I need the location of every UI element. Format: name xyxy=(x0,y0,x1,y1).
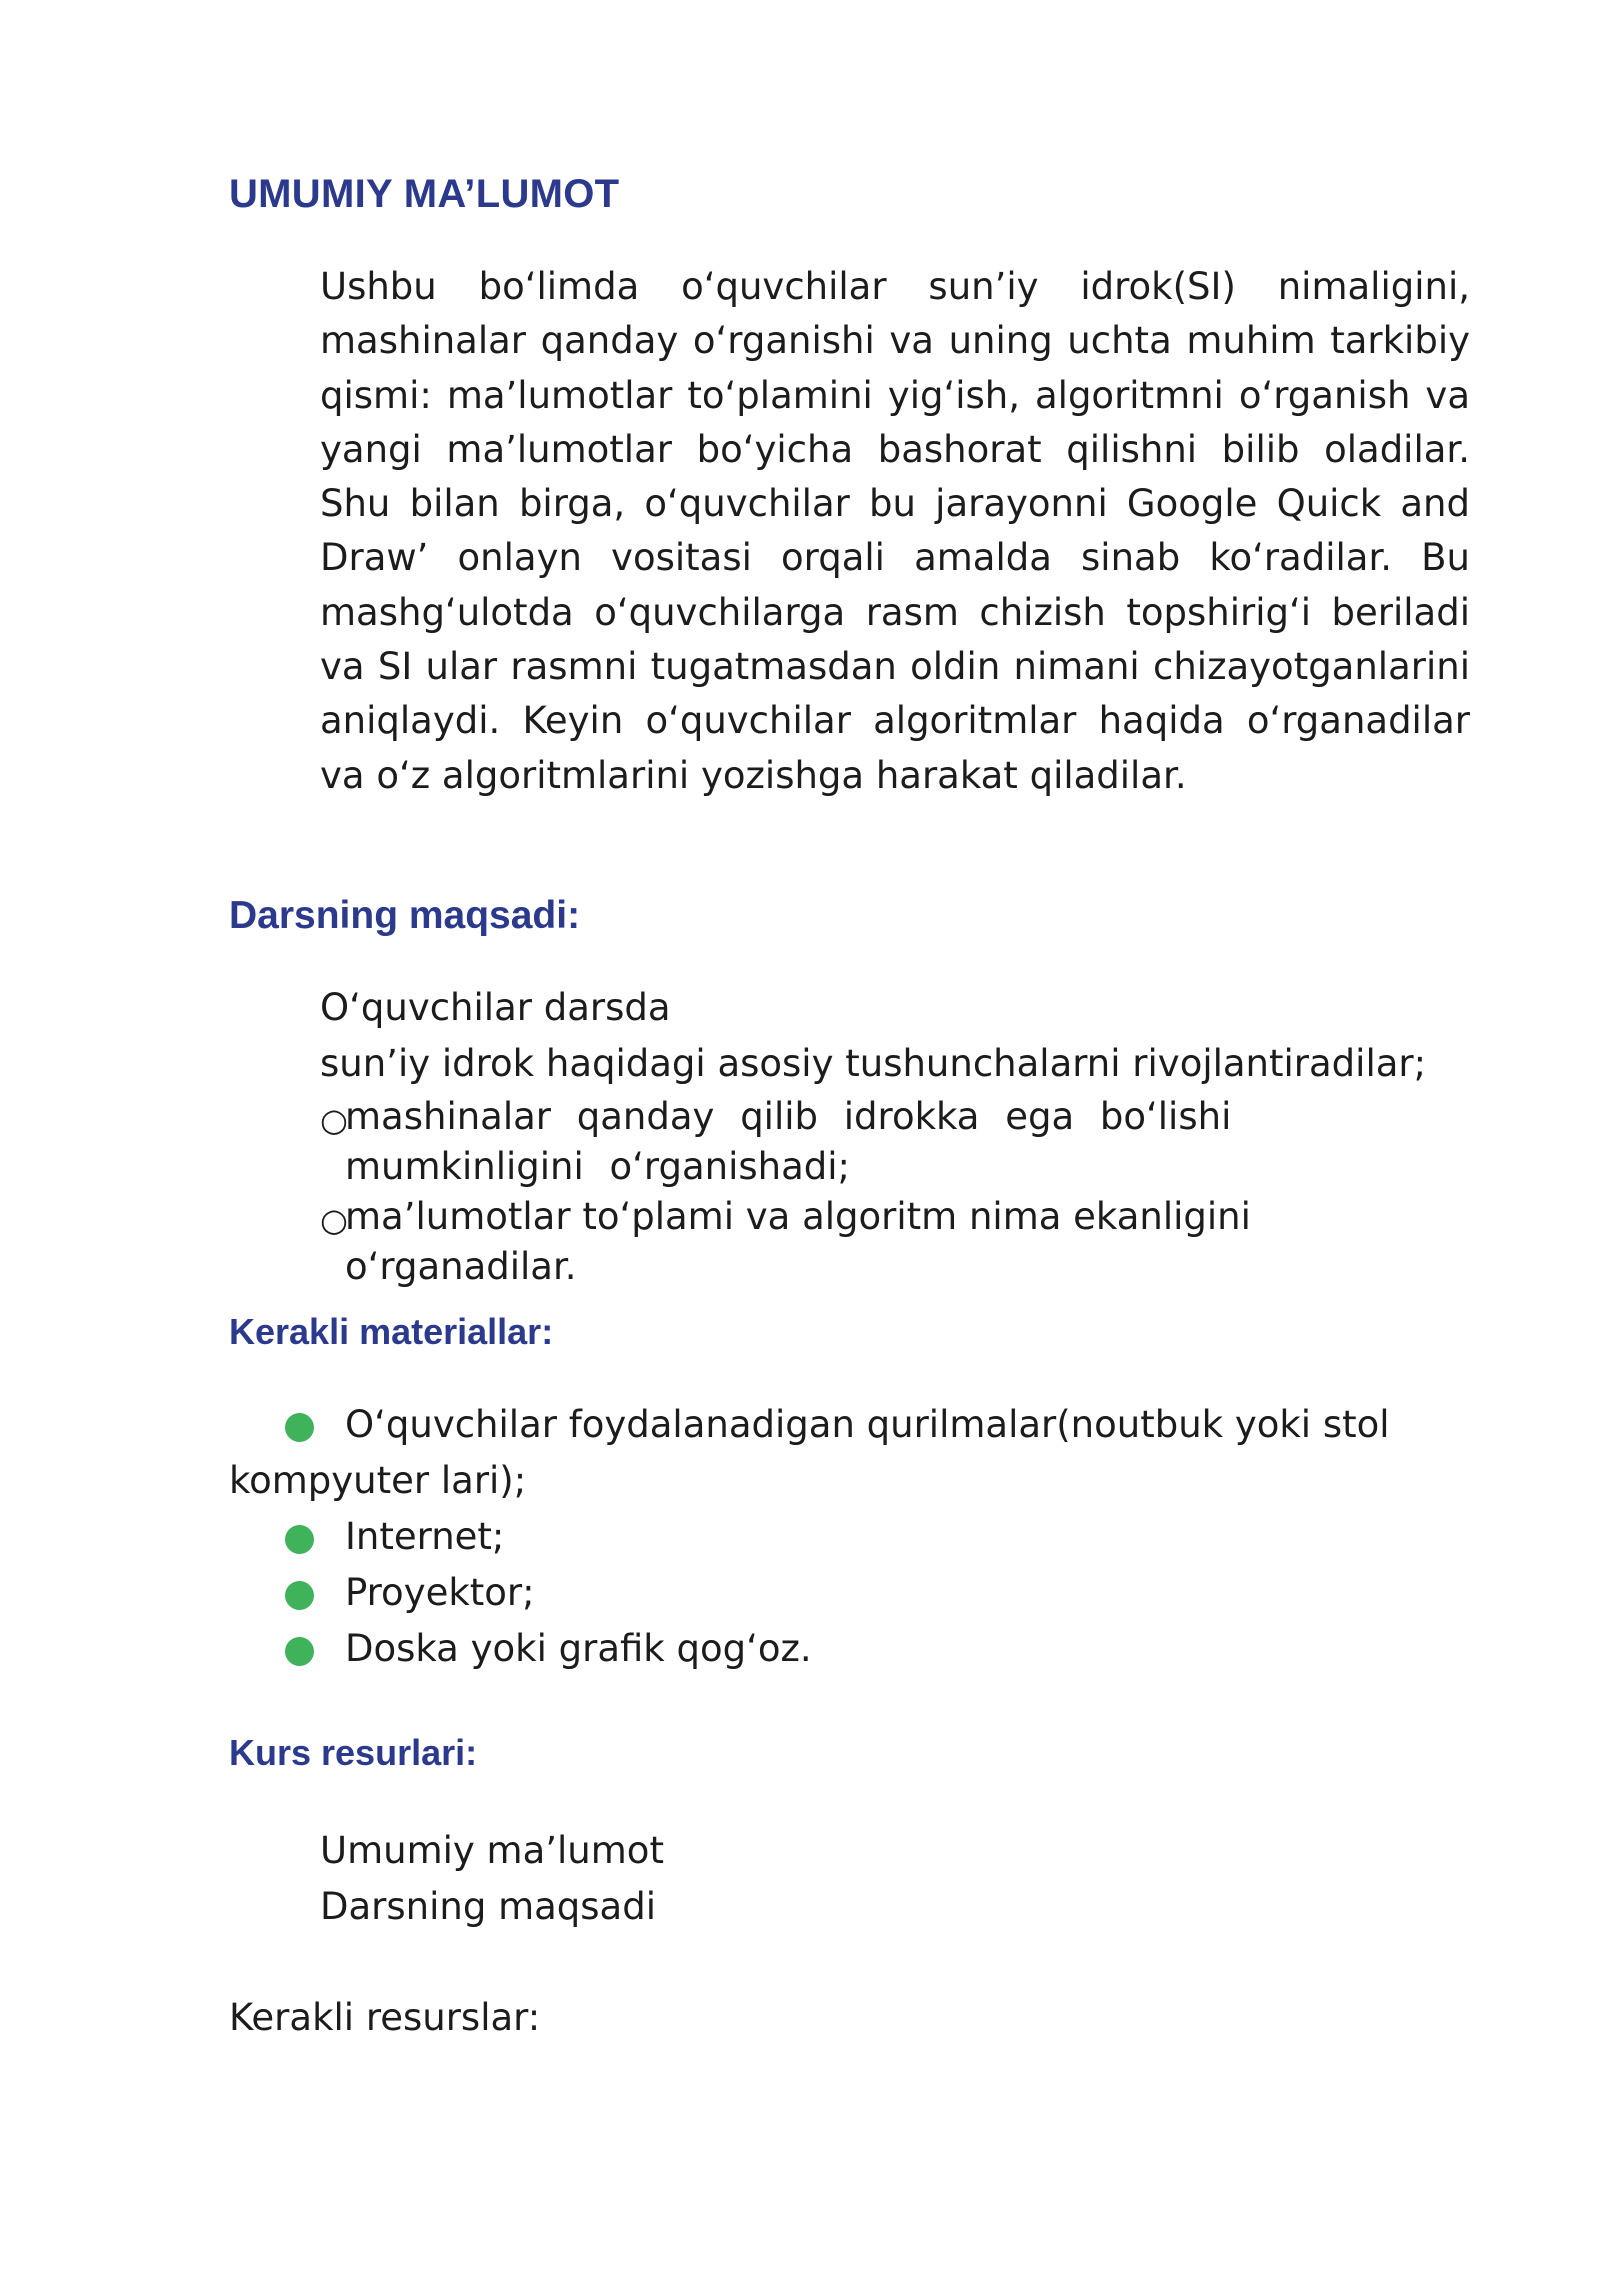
materials-item xyxy=(229,1621,1429,1677)
materials-item-text: Proyektor; xyxy=(345,1571,535,1614)
goals-heading: Darsning maqsadi: xyxy=(229,894,581,937)
circle-bullet-icon: ○ xyxy=(320,1201,348,1239)
goals-bullet-text: ma’lumotlar to‘plami va algoritm nima ekanligini o‘rganadilar. xyxy=(345,1195,1251,1288)
materials-item xyxy=(229,1397,1429,1509)
goals-bullet-text: mashinalar qanday qilib idrokka ega bo‘lishi mumkinligini o‘rganishadi; xyxy=(345,1095,1232,1188)
materials-item-text: Internet; xyxy=(345,1515,505,1558)
green-dot-bullet-icon xyxy=(285,1525,314,1554)
materials-list xyxy=(229,1397,1429,1677)
course-resources-list xyxy=(320,1823,664,1935)
materials-heading: Kerakli materiallar: xyxy=(229,1311,554,1352)
green-dot-bullet-icon xyxy=(285,1413,314,1442)
materials-item-text: O‘quvchilar foydalanadigan qurilmalar(noutbuk yoki stol xyxy=(345,1403,1390,1446)
goals-intro-line-1: O‘quvchilar darsda xyxy=(320,986,671,1029)
materials-item-text-continued: kompyuter lari); xyxy=(229,1459,527,1502)
materials-item xyxy=(229,1565,1429,1621)
goals-intro-line-2: sun’iy idrok haqidagi asosiy tushunchalarni rivojlantiradilar; xyxy=(320,1042,1427,1085)
goals-bullet-item xyxy=(320,1092,1240,1192)
materials-item-text: Doska yoki grafik qog‘oz. xyxy=(345,1627,812,1670)
needed-resources-label: Kerakli resurslar: xyxy=(229,1996,541,2039)
course-resource-item: Darsning maqsadi xyxy=(320,1885,656,1928)
course-resources-heading: Kurs resurlari: xyxy=(229,1732,478,1773)
green-dot-bullet-icon xyxy=(285,1637,314,1666)
overview-paragraph: Ushbu bo‘limda o‘quvchilar sun’iy idrok(SI) nimaligini, mashinalar qanday o‘rganishi va uning uchta muhim tarkibiy qismi: ma’lumotlar to‘plamini yig‘ish, algoritmni o‘rganish va yangi ma’lumotlar bo‘yicha bashorat qilishni bilib oladilar. Shu bilan birga, o‘quvchilar bu jarayonni Google Quick and Draw’ onlayn vositasi orqali amalda sinab ko‘radilar. Bu mashg‘ulotda o‘quvchilarga rasm chizish topshirig‘i beriladi va SI ular rasmni tugatmasdan oldin nimani chizayotganlarini aniqlaydi. Keyin o‘quvchilar algoritmlar haqida o‘rganadilar va o‘z algoritmlarini yozishga harakat qiladilar. xyxy=(320,265,1470,797)
goals-bullet-item xyxy=(320,1192,1480,1292)
course-resource-item: Umumiy ma’lumot xyxy=(320,1829,664,1872)
goals-list xyxy=(320,980,1480,1292)
overview-heading: UMUMIY MA’LUMOT xyxy=(229,172,620,216)
circle-bullet-icon: ○ xyxy=(320,1101,348,1139)
green-dot-bullet-icon xyxy=(285,1581,314,1610)
materials-item xyxy=(229,1509,1429,1565)
